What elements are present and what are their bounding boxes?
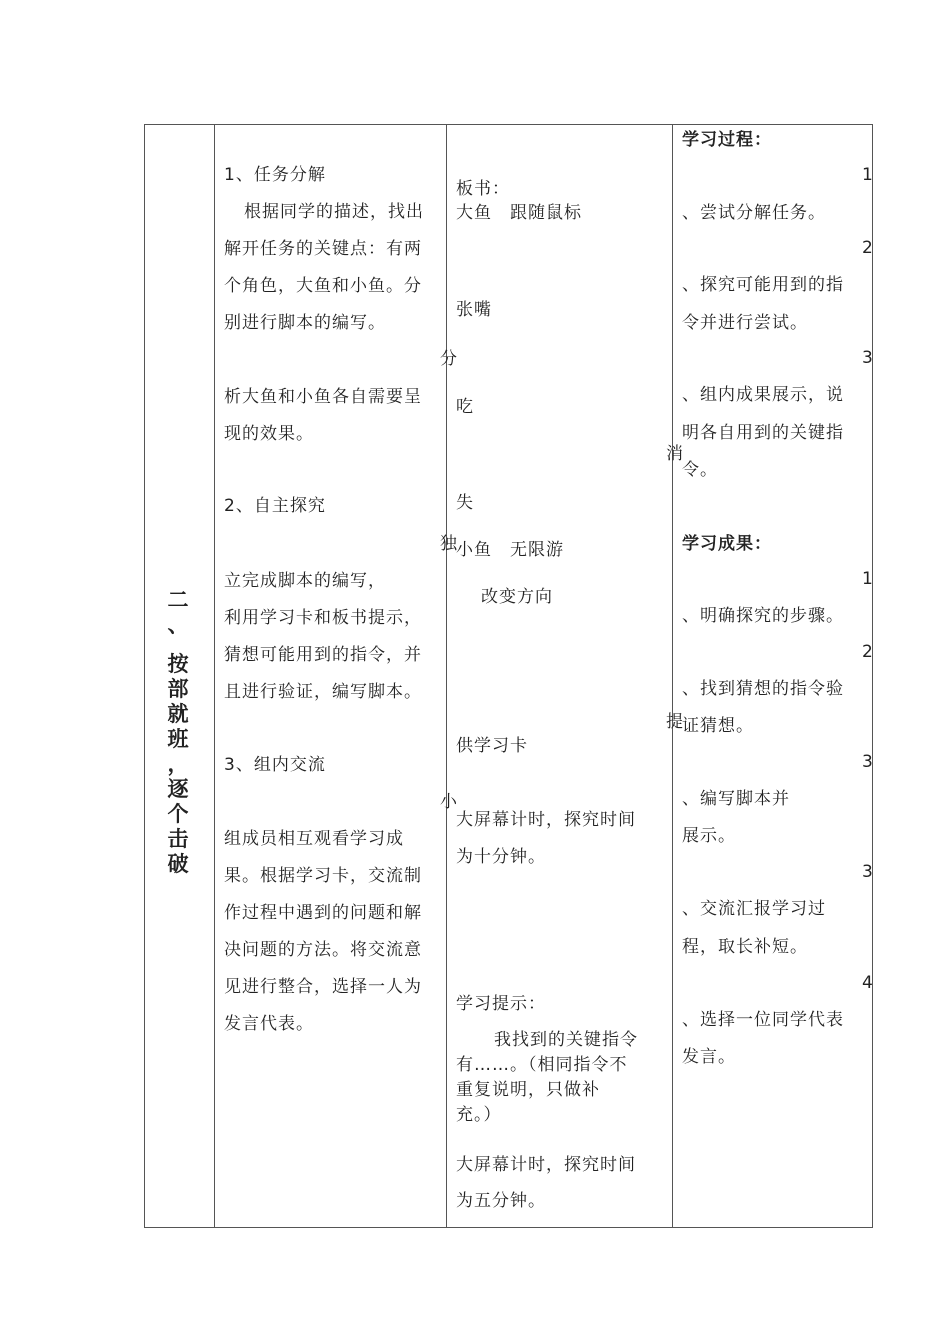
title-char: 破 [167,852,189,876]
item-text: 、探究可能用到的指 [682,275,844,295]
tips-line: 充。） [456,1105,502,1125]
item-text: 程，取长补短。 [682,937,808,957]
item-number: 3 [862,752,874,772]
item-text: 、明确探究的步骤。 [682,606,844,626]
item-text: 令。 [682,460,718,480]
board-note: 大屏幕计时，探究时间 [456,810,636,830]
task-heading: 3、组内交流 [224,755,326,775]
title-char: 逐 [167,777,189,801]
column-divider [672,124,673,1228]
title-char: 就 [167,702,189,726]
paragraph-line: 见进行整合，选择一人为 [224,977,422,997]
paragraph-line: 立完成脚本的编写， [224,571,386,591]
title-char: 击 [167,827,189,851]
task-heading: 1、任务分解 [224,165,326,185]
title-char: 、 [167,613,189,637]
board-note: 大鱼 跟随鼠标 [456,203,582,223]
board-note: 改变方向 [481,587,553,607]
column-divider [214,124,215,1228]
tips-line: 我找到的关键指令 [494,1030,638,1050]
paragraph-line: 别进行脚本的编写。 [224,313,386,333]
paragraph-line: 且进行验证，编写脚本。 [224,682,422,702]
item-text: 明各自用到的关键指 [682,423,844,443]
paragraph-line: 个角色，大鱼和小鱼。分 [224,276,422,296]
board-note: 为十分钟。 [456,847,546,867]
board-note: 失 [456,493,474,513]
floating-char: 提 [666,712,684,732]
floating-char: 分 [440,349,458,369]
item-text: 、选择一位同学代表 [682,1010,844,1030]
paragraph-line: 果。根据学习卡，交流制 [224,866,422,886]
paragraph-line: 利用学习卡和板书提示， [224,608,422,628]
item-number: 1 [862,165,874,185]
paragraph-line: 析大鱼和小鱼各自需要呈 [224,387,422,407]
section-title [158,588,198,877]
title-char: 部 [167,677,189,701]
board-note: 大屏幕计时，探究时间 [456,1155,636,1175]
paragraph-line: 决问题的方法。将交流意 [224,940,422,960]
tips-line: 有……。（相同指令不 [456,1055,628,1075]
paragraph-line: 解开任务的关键点：有两 [224,239,422,259]
tips-label: 学习提示： [456,994,546,1014]
floating-char: 消 [666,444,684,464]
item-text: 发言。 [682,1047,736,1067]
item-number: 2 [862,238,874,258]
item-text: 展示。 [682,826,736,846]
paragraph-line: 现的效果。 [224,424,314,444]
item-text: 、尝试分解任务。 [682,203,826,223]
board-note: 为五分钟。 [456,1191,546,1211]
learning-process-heading: 学习过程： [682,130,772,150]
item-text: 、编写脚本并 [682,789,790,809]
column-divider [446,124,447,1228]
board-note: 小鱼 无限游 [456,540,564,560]
board-notes-label: 板书： [456,179,510,199]
title-char: ， [167,752,189,776]
task-heading: 2、自主探究 [224,496,326,516]
paragraph-line: 组成员相互观看学习成 [224,829,404,849]
title-char: 班 [167,727,189,751]
item-number: 3 [862,348,874,368]
title-char: 二 [167,588,189,612]
item-number: 2 [862,642,874,662]
item-text: 令并进行尝试。 [682,313,808,333]
item-text: 、找到猜想的指令验 [682,679,844,699]
title-char: 按 [167,652,189,676]
paragraph-line: 根据同学的描述，找出 [244,202,424,222]
tips-line: 重复说明，只做补 [456,1080,600,1100]
learning-outcome-heading: 学习成果： [682,534,772,554]
item-number: 4 [862,973,874,993]
item-number: 3 [862,862,874,882]
paragraph-line: 发言代表。 [224,1014,314,1034]
item-text: 、组内成果展示，说 [682,385,844,405]
floating-char: 小 [440,792,458,812]
item-text: 证猜想。 [682,716,754,736]
floating-char: 独 [440,534,458,554]
board-note: 张嘴 [456,300,492,320]
item-text: 、交流汇报学习过 [682,899,826,919]
title-char: 个 [167,802,189,826]
board-note: 供学习卡 [456,736,528,756]
paragraph-line: 猜想可能用到的指令，并 [224,645,422,665]
board-note: 吃 [456,397,474,417]
paragraph-line: 作过程中遇到的问题和解 [224,903,422,923]
item-number: 1 [862,569,874,589]
